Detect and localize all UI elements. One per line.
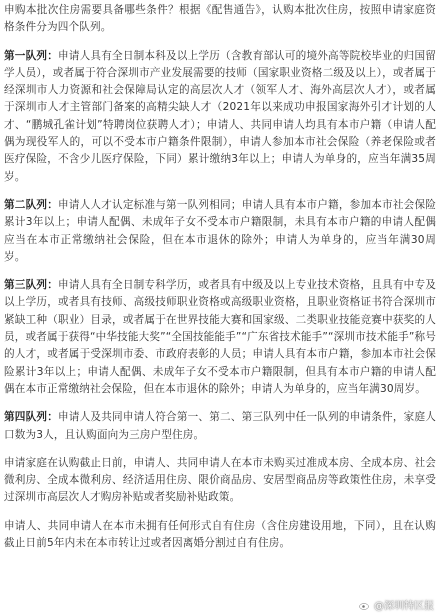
paragraph-gap <box>4 398 436 409</box>
queue3-paragraph <box>4 277 436 398</box>
queue4-lead: 第四队列： <box>4 411 59 424</box>
article-body <box>4 2 436 552</box>
queue2-body: 申请人人才认定标准与第一队列相同；申请人具有本市户籍，参加本市社会保险累计3年以上；申请人配偶、未成年子女不受本市户籍限制，未具有本市户籍的申请人配偶应当在本市正常缴纳社会保险，但在本市退休的除外；申请人为单身的，应当年满30周岁。 <box>4 198 437 263</box>
watermark-text: @深圳特区报 <box>374 601 434 612</box>
owned-housing-paragraph: 申请人、共同申请人在本市未拥有任何形式自有住房（含住房建设用地，下同），且在认购截止日前5年内未在本市转让过或者因离婚分割过自有住房。 <box>4 519 436 550</box>
queue1-body: 申请人具有全日制本科及以上学历（含教育部认可的境外高等院校毕业的归国留学人员），或者属于符合深圳市产业发展需要的技师（国家职业资格二级及以上），或者属于经深圳市人力资源和社会保障局认定的高层次人才（领军人才、海外高层次人才），或者属于深圳市人才主管部门备案的高精尖缺人才（2021年以来成功申报国家海外引才计划的人才、“鹏城孔雀计划”特聘岗位获聘人才）；申请人、共同申请人均具有本市户籍（申请人配偶为现役军人的，可以不受本市户籍条件限制），申请人参加本市社会保险（养老保险或者医疗保险，不含少儿医疗保险，下同）累计缴纳3年以上；申请人为单身的，应当年满35周岁。 <box>4 49 437 183</box>
queue3-lead: 第三队列： <box>4 279 59 292</box>
queue3-body: 申请人具有全日制专科学历，或者具有中级及以上专业技术资格，且具有中专及以上学历，或者具有技师、高级技师职业资格或高级职业资格，且职业资格证书符合深圳市紧缺工种（职业）目录，或者属于在世界技能大赛和国家级、二类职业技能竞赛中获奖的人员，或者属于获得“中华技能大奖”“全国技能能手”“广东省技术能手”“深圳市技术能手”称号的人才，或者属于受深圳市委、市政府表彰的人员；申请人具有本市户籍，参加本市社会保险累计3年以上；申请人配偶、未成年子女不受本市户籍限制，但具有本市户籍的申请人配偶在本市正常缴纳社会保险，但在本市退休的除外；申请人为单身的，应当年满30周岁。 <box>4 279 437 395</box>
queue4-body: 申请人及共同申请人符合第一、第二、第三队列中任一队列的申请条件，家庭人口数为3人，且认购面向为三房户型住房。 <box>4 411 437 441</box>
paragraph-gap <box>4 507 436 518</box>
queue4-paragraph <box>4 409 436 444</box>
queue2-lead: 第二队列： <box>4 198 59 211</box>
paragraph-gap <box>4 186 436 197</box>
paragraph-gap <box>4 37 436 48</box>
paragraph-gap <box>4 266 436 277</box>
paragraph-gap <box>4 444 436 455</box>
intro-paragraph: 申购本批次住房需要具备哪些条件？根据《配售通告》，认购本批次住房，按照申请家庭资格条件分为四个队列。 <box>4 4 436 34</box>
weibo-watermark <box>359 597 434 612</box>
housing-record-paragraph: 申请家庭在认购截止日前，申请人、共同申请人在本市未购买过准成本房、全成本房、社会微利房、全成本微利房、经济适用住房、限价商品房、安居型商品房等政策性住房，未享受过深圳市高层次人才购房补贴或者奖励补贴政策。 <box>4 456 436 504</box>
weibo-icon <box>359 600 371 610</box>
queue1-paragraph <box>4 48 436 186</box>
queue2-paragraph <box>4 197 436 266</box>
queue1-lead: 第一队列： <box>4 49 59 62</box>
